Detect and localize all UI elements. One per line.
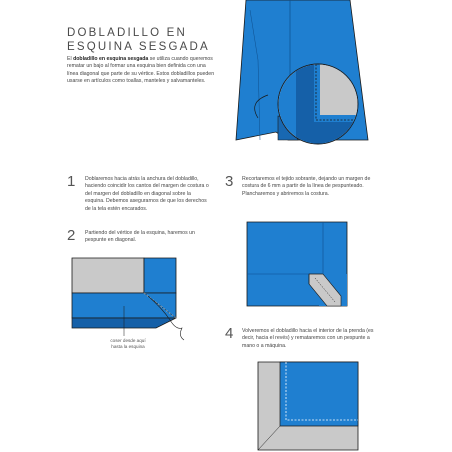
skirt-illustration	[228, 0, 452, 150]
step-1-number: 1	[67, 173, 76, 190]
step-3-text: Recortaremos el tejido sobrante, dejando un margen de costura de 6 mm a partir de la línea de pespunteado. Plancharemos y abriremos la costura.	[242, 176, 371, 197]
step-3-number: 3	[225, 173, 234, 190]
intro-paragraph	[67, 56, 215, 86]
intro-rest: se utiliza cuando queremos rematar un bajo al formar una esquina bien definida con una línea diagonal que parte de su vértice. Estos dobladillos pueden usarse en artículos como toallas, manteles y salvamanteles.	[67, 56, 215, 85]
step-1-text: Doblaremos hacia atrás la anchura del dobladillo, haciendo coincidir los cantos del margen de costura o del margen del dobladillo en diagonal sobre la esquina. Debemos asegurarnos de que los derechos de la tela estén encarados.	[85, 176, 209, 212]
step-4-text: Volveremos el dobladillo hacia el interior de la prenda (es decir, hacia el revés) y remataremos con un pespunte a mano o a máquina.	[242, 328, 374, 349]
title-line-2: ESQUINA SESGADA	[67, 41, 210, 53]
step-4-number: 4	[225, 325, 234, 342]
step-3-illustration	[247, 222, 347, 306]
page-title	[67, 26, 210, 54]
step-2-caption	[98, 338, 158, 350]
step-4-illustration	[258, 362, 358, 450]
step-2-illustration	[72, 250, 212, 350]
caption-line-1: coser desde aquí	[110, 338, 146, 343]
step-2-number: 2	[67, 227, 76, 244]
title-line-1: DOBLADILLO EN	[67, 27, 187, 39]
caption-line-2: hasta la esquina	[111, 344, 145, 349]
intro-bold: dobladillo en esquina sesgada	[73, 56, 149, 62]
step-2-text: Partiendo del vértice de la esquina, haremos un pespunte en diagonal.	[85, 230, 195, 244]
intro-lead: El	[67, 56, 74, 62]
